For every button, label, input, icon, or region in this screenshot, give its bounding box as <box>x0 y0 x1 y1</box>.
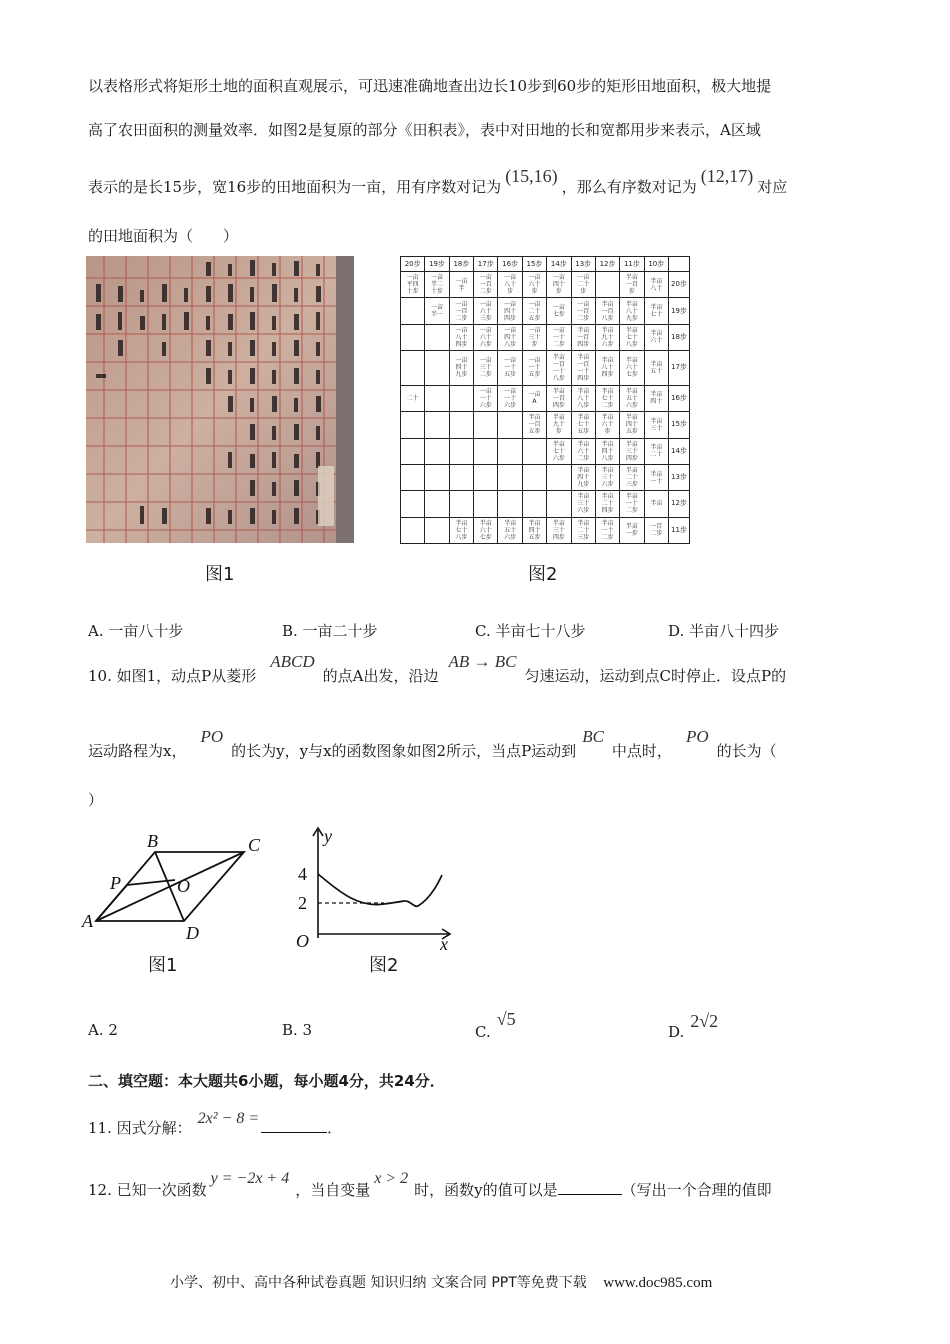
q9-option-a[interactable]: A. 一亩八十步 <box>88 622 184 640</box>
table-row-label: 16步 <box>669 385 690 411</box>
table-header-cell: 18步 <box>449 257 473 272</box>
table-cell <box>449 491 473 517</box>
label-d: D <box>186 923 199 943</box>
table-cell: 一亩 七步 <box>547 298 571 324</box>
graph-tick-2: 2 <box>298 893 307 913</box>
label-p: P <box>110 873 121 893</box>
q9-option-c[interactable]: C. 半亩七十八步 <box>475 622 586 640</box>
table-cell: 半亩 八十 四步 <box>595 351 619 386</box>
table-row-label: 11步 <box>669 517 690 543</box>
table-cell: 半亩 四十 五步 <box>620 412 644 438</box>
table-cell: 半亩 六十 七步 <box>474 517 498 543</box>
q10-line-1-text-b: 的点A出发，沿边 <box>322 667 439 685</box>
ordered-pair-12-17: (12,17) <box>700 166 754 186</box>
label-c: C <box>248 835 261 855</box>
footer-url[interactable]: www.doc985.com <box>603 1275 713 1291</box>
table-cell <box>401 412 425 438</box>
q10-line-1-text-a: 10. 如图1，动点P从菱形 <box>88 667 257 685</box>
table-cell: 一亩 一百 二步 <box>571 298 595 324</box>
q12-text-b: ，当自变量 <box>295 1181 371 1199</box>
table-cell: 半亩 三十 四步 <box>547 517 571 543</box>
table-cell: 半亩 七十 八步 <box>620 324 644 350</box>
table-cell: 一亩 A <box>522 385 546 411</box>
table-cell: 一亩 六十 步 <box>522 272 546 298</box>
table-row <box>401 298 690 324</box>
table-cell <box>498 438 522 464</box>
q10-line-1 <box>88 652 787 686</box>
footer-description: 小学、初中、高中各种试卷真题 知识归纳 文案合同 PPT等免费下载 <box>170 1275 587 1291</box>
table-cell: 半亩 九十 步 <box>547 412 571 438</box>
graph-label-x: x <box>440 934 448 950</box>
table-cell <box>425 351 449 386</box>
table-cell: 半亩 三十 六步 <box>571 491 595 517</box>
section-2-heading: 二、填空题：本大题共6小题，每小题4分，共24分． <box>88 1072 445 1090</box>
table-cell <box>498 464 522 490</box>
table-cell: 一亩 四十 八步 <box>498 324 522 350</box>
q11-answer-blank[interactable] <box>261 1118 327 1133</box>
table-cell <box>401 324 425 350</box>
graph-tick-4: 4 <box>298 864 307 884</box>
table-cell: 一亩 四十 步 <box>547 272 571 298</box>
table-cell <box>425 464 449 490</box>
table-cell: 半亩 二十 三步 <box>620 464 644 490</box>
tianji-table-grid <box>400 256 690 544</box>
table-cell: 一亩 一十 六步 <box>474 385 498 411</box>
q12-answer-blank[interactable] <box>558 1180 622 1195</box>
table-cell: 半亩 七十 <box>644 298 668 324</box>
table-cell <box>474 412 498 438</box>
rhombus-abcd-math: ABCD <box>270 652 315 671</box>
q10-line-2-text-b: 的长为y，y与x的函数图象如图2所示，当点P运动到 <box>231 742 577 760</box>
table-cell <box>401 298 425 324</box>
table-cell: 一亩 平四 十步 <box>401 272 425 298</box>
q10-line-1-text-c: 匀速运动，运动到点C时停止．设点P的 <box>524 667 787 685</box>
table-cell <box>425 517 449 543</box>
table-cell <box>425 491 449 517</box>
label-b: B <box>147 831 158 851</box>
table-row <box>401 464 690 490</box>
label-a: A <box>82 911 93 931</box>
q12-text-c: 时，函数y的值可以是 <box>414 1181 558 1199</box>
table-cell <box>474 464 498 490</box>
q9-fig2-caption: 图2 <box>528 564 558 585</box>
po-math-2: PO <box>685 727 709 746</box>
table-header-cell: 12步 <box>595 257 619 272</box>
q10-option-a[interactable]: A. 2 <box>88 1021 118 1039</box>
q9-line-1: 以表格形式将矩形土地的面积直观展示，可迅速准确地查出边长10步到60步的矩形田地面积，极大地提 <box>88 77 772 95</box>
table-row <box>401 491 690 517</box>
table-cell <box>401 517 425 543</box>
q10-option-d-math: 2√2 <box>690 1011 719 1031</box>
q10-line-2-text-d: 的长为（ <box>716 742 777 760</box>
table-cell: 半亩 六十 <box>644 324 668 350</box>
table-cell: 半亩 <box>644 491 668 517</box>
table-cell <box>401 491 425 517</box>
table-row <box>401 517 690 543</box>
table-row <box>401 351 690 386</box>
table-header-cell: 10步 <box>644 257 668 272</box>
table-cell: 半亩 四十 九步 <box>571 464 595 490</box>
table-cell <box>425 412 449 438</box>
table-cell: 半亩 二十 三步 <box>571 517 595 543</box>
q10-fig1-caption: 图1 <box>148 955 178 976</box>
table-header-cell: 19步 <box>425 257 449 272</box>
table-cell: 半亩 八十 九步 <box>620 298 644 324</box>
table-cell: 一亩 六十 三步 <box>474 298 498 324</box>
table-cell <box>425 438 449 464</box>
table-cell <box>401 438 425 464</box>
ancient-table-photo-drawing <box>86 256 354 543</box>
table-cell: 半亩 五十 六步 <box>498 517 522 543</box>
table-row-label: 13步 <box>669 464 690 490</box>
table-cell: 半亩 六十 七步 <box>620 351 644 386</box>
table-cell <box>474 491 498 517</box>
table-cell: 半亩 四十 八步 <box>595 438 619 464</box>
table-row <box>401 324 690 350</box>
q9-fig1-caption: 图1 <box>205 564 235 585</box>
q12-text-d: （写出一个合理的值即 <box>621 1181 772 1199</box>
table-cell: 半亩 一百 一十 八步 <box>547 351 571 386</box>
table-row-label: 14步 <box>669 438 690 464</box>
table-cell: 半亩 六十 二步 <box>571 438 595 464</box>
table-header-cell: 20步 <box>401 257 425 272</box>
table-cell: 一亩 半二 十步 <box>425 272 449 298</box>
table-cell: 半亩 五十 <box>644 351 668 386</box>
table-header-cell: 16步 <box>498 257 522 272</box>
table-cell: 一亩 八十 四步 <box>449 324 473 350</box>
path-ab-bc-math: AB → BC <box>448 652 517 671</box>
table-header-row <box>401 257 690 272</box>
table-cell <box>425 324 449 350</box>
table-cell: 半亩 七十 六步 <box>547 438 571 464</box>
q9-line-3-text-b: ，那么有序数对记为 <box>561 178 697 196</box>
table-header-cell: 15步 <box>522 257 546 272</box>
q12-line <box>88 1170 772 1201</box>
rhombus-figure <box>80 825 280 950</box>
table-cell: 半亩 一步 <box>620 517 644 543</box>
table-cell: 一百 二步 <box>644 517 668 543</box>
q10-fig2-caption: 图2 <box>369 955 399 976</box>
table-cell: 半亩 四十 五步 <box>522 517 546 543</box>
table-cell: 一亩 三十 步 <box>522 324 546 350</box>
table-cell: 一亩 二十 五步 <box>522 298 546 324</box>
table-header-cell: 13步 <box>571 257 595 272</box>
table-cell: 半亩 八十 八步 <box>571 385 595 411</box>
q12-linear-function: y = −2x + 4 <box>210 1170 290 1187</box>
table-cell: 一亩 四十 四步 <box>498 298 522 324</box>
table-cell <box>547 491 571 517</box>
table-cell: 半亩 一百 四步 <box>571 324 595 350</box>
q11-line <box>88 1110 343 1139</box>
table-row <box>401 438 690 464</box>
table-cell: 半亩 七十 五步 <box>571 412 595 438</box>
table-cell: 半亩 七十 八步 <box>449 517 473 543</box>
table-row-label: 19步 <box>669 298 690 324</box>
q9-line-3-text-c: 对应 <box>757 178 788 196</box>
q11-expression: 2x² − 8 = <box>197 1110 260 1127</box>
q9-line-4: 的田地面积为（ ） <box>88 227 239 245</box>
function-graph <box>288 822 460 950</box>
table-cell: 半亩 一百 五步 <box>522 412 546 438</box>
table-cell <box>498 491 522 517</box>
table-cell: 半亩 一十 <box>644 464 668 490</box>
table-cell: 半亩 一十 二步 <box>620 491 644 517</box>
table-row <box>401 272 690 298</box>
table-cell: 半亩 四十 <box>644 385 668 411</box>
q10-option-b[interactable]: B. 3 <box>282 1021 313 1039</box>
table-cell: 一亩 二十 步 <box>571 272 595 298</box>
q11-suffix: ． <box>327 1119 343 1137</box>
q10-line-2-text-c: 中点时， <box>611 742 672 760</box>
table-corner-cell <box>669 257 690 272</box>
table-cell <box>401 351 425 386</box>
ordered-pair-15-16: (15,16) <box>505 166 558 186</box>
q10-option-c-label: C. <box>475 1023 491 1041</box>
table-cell: 半亩 七十 二步 <box>595 385 619 411</box>
table-header-cell: 17步 <box>474 257 498 272</box>
q10-option-d[interactable] <box>668 1011 719 1042</box>
tianji-table <box>400 256 690 544</box>
table-cell: 半亩 六十 步 <box>595 412 619 438</box>
q10-line-2 <box>88 727 777 761</box>
table-cell: 半亩 一百 八步 <box>595 298 619 324</box>
q11-prefix: 11. 因式分解： <box>88 1119 192 1137</box>
table-row <box>401 385 690 411</box>
table-cell <box>449 438 473 464</box>
table-cell: 半亩 八十 <box>644 272 668 298</box>
graph-label-y: y <box>324 826 332 846</box>
q10-line-2-text-a: 运动路程为x， <box>88 742 187 760</box>
q10-option-c[interactable] <box>475 1009 516 1042</box>
q12-text-a: 12. 已知一次函数 <box>88 1181 207 1199</box>
table-cell <box>547 464 571 490</box>
table-row <box>401 412 690 438</box>
table-cell: 半亩 三十 六步 <box>595 464 619 490</box>
table-row-label: 12步 <box>669 491 690 517</box>
table-cell: 一亩 半一 <box>425 298 449 324</box>
table-row-label: 20步 <box>669 272 690 298</box>
table-cell: 半亩 五十 六步 <box>620 385 644 411</box>
table-cell <box>595 272 619 298</box>
table-cell: 半亩 二十 <box>644 438 668 464</box>
table-cell <box>449 412 473 438</box>
table-cell: 半亩 一十 二步 <box>595 517 619 543</box>
q9-option-d[interactable]: D. 半亩八十四步 <box>668 622 780 640</box>
table-cell: 一亩 一十 六步 <box>498 385 522 411</box>
table-cell: 半亩 三十 四步 <box>620 438 644 464</box>
table-cell: 一亩 一百 二步 <box>474 272 498 298</box>
bc-math: BC <box>582 727 604 746</box>
q9-line-2: 高了农田面积的测量效率．如图2是复原的部分《田积表》，表中对田地的长和宽都用步来表示，A区域 <box>88 121 761 139</box>
table-cell <box>522 438 546 464</box>
table-cell: 一亩 一百 二步 <box>449 298 473 324</box>
table-cell <box>522 464 546 490</box>
q10-option-c-math: √5 <box>496 1009 516 1029</box>
table-cell: 半亩 一百 一十 四步 <box>571 351 595 386</box>
q9-line-3-text-a: 表示的是长15步，宽16步的田地面积为一亩，用有序数对记为 <box>88 178 502 196</box>
table-cell: 一亩 四十 九步 <box>449 351 473 386</box>
table-cell: 一亩 一十 五步 <box>522 351 546 386</box>
table-cell: 半亩 一百 步 <box>620 272 644 298</box>
table-header-cell: 11步 <box>620 257 644 272</box>
q12-condition: x > 2 <box>374 1170 409 1187</box>
q10-option-d-label: D. <box>668 1023 685 1041</box>
table-cell <box>474 438 498 464</box>
table-cell <box>522 491 546 517</box>
table-row-label: 17步 <box>669 351 690 386</box>
table-cell <box>449 464 473 490</box>
q10-line-3: ） <box>88 791 104 809</box>
table-cell: 二十 <box>401 385 425 411</box>
table-cell: 一亩 半 <box>449 272 473 298</box>
table-cell: 一亩 一十 二步 <box>547 324 571 350</box>
po-math: PO <box>200 727 224 746</box>
table-cell <box>401 464 425 490</box>
ancient-table-photo <box>86 256 354 543</box>
table-cell: 半亩 一百 四步 <box>547 385 571 411</box>
table-cell: 半亩 三十 <box>644 412 668 438</box>
table-cell <box>449 385 473 411</box>
table-cell <box>425 385 449 411</box>
table-cell: 一亩 六十 六步 <box>474 324 498 350</box>
q9-option-b[interactable]: B. 一亩二十步 <box>282 622 378 640</box>
table-cell <box>498 412 522 438</box>
graph-label-origin: O <box>296 931 309 950</box>
table-cell: 半亩 二十 四步 <box>595 491 619 517</box>
table-cell: 一亩 三十 二步 <box>474 351 498 386</box>
table-row-label: 15步 <box>669 412 690 438</box>
table-row-label: 18步 <box>669 324 690 350</box>
function-curve <box>318 874 442 906</box>
label-o: O <box>177 876 190 896</box>
table-cell: 半亩 九十 六步 <box>595 324 619 350</box>
table-header-cell: 14步 <box>547 257 571 272</box>
footer-text <box>170 1272 712 1292</box>
q9-line-3 <box>88 166 788 197</box>
table-cell: 一亩 一十 五步 <box>498 351 522 386</box>
table-cell: 一亩 八十 步 <box>498 272 522 298</box>
